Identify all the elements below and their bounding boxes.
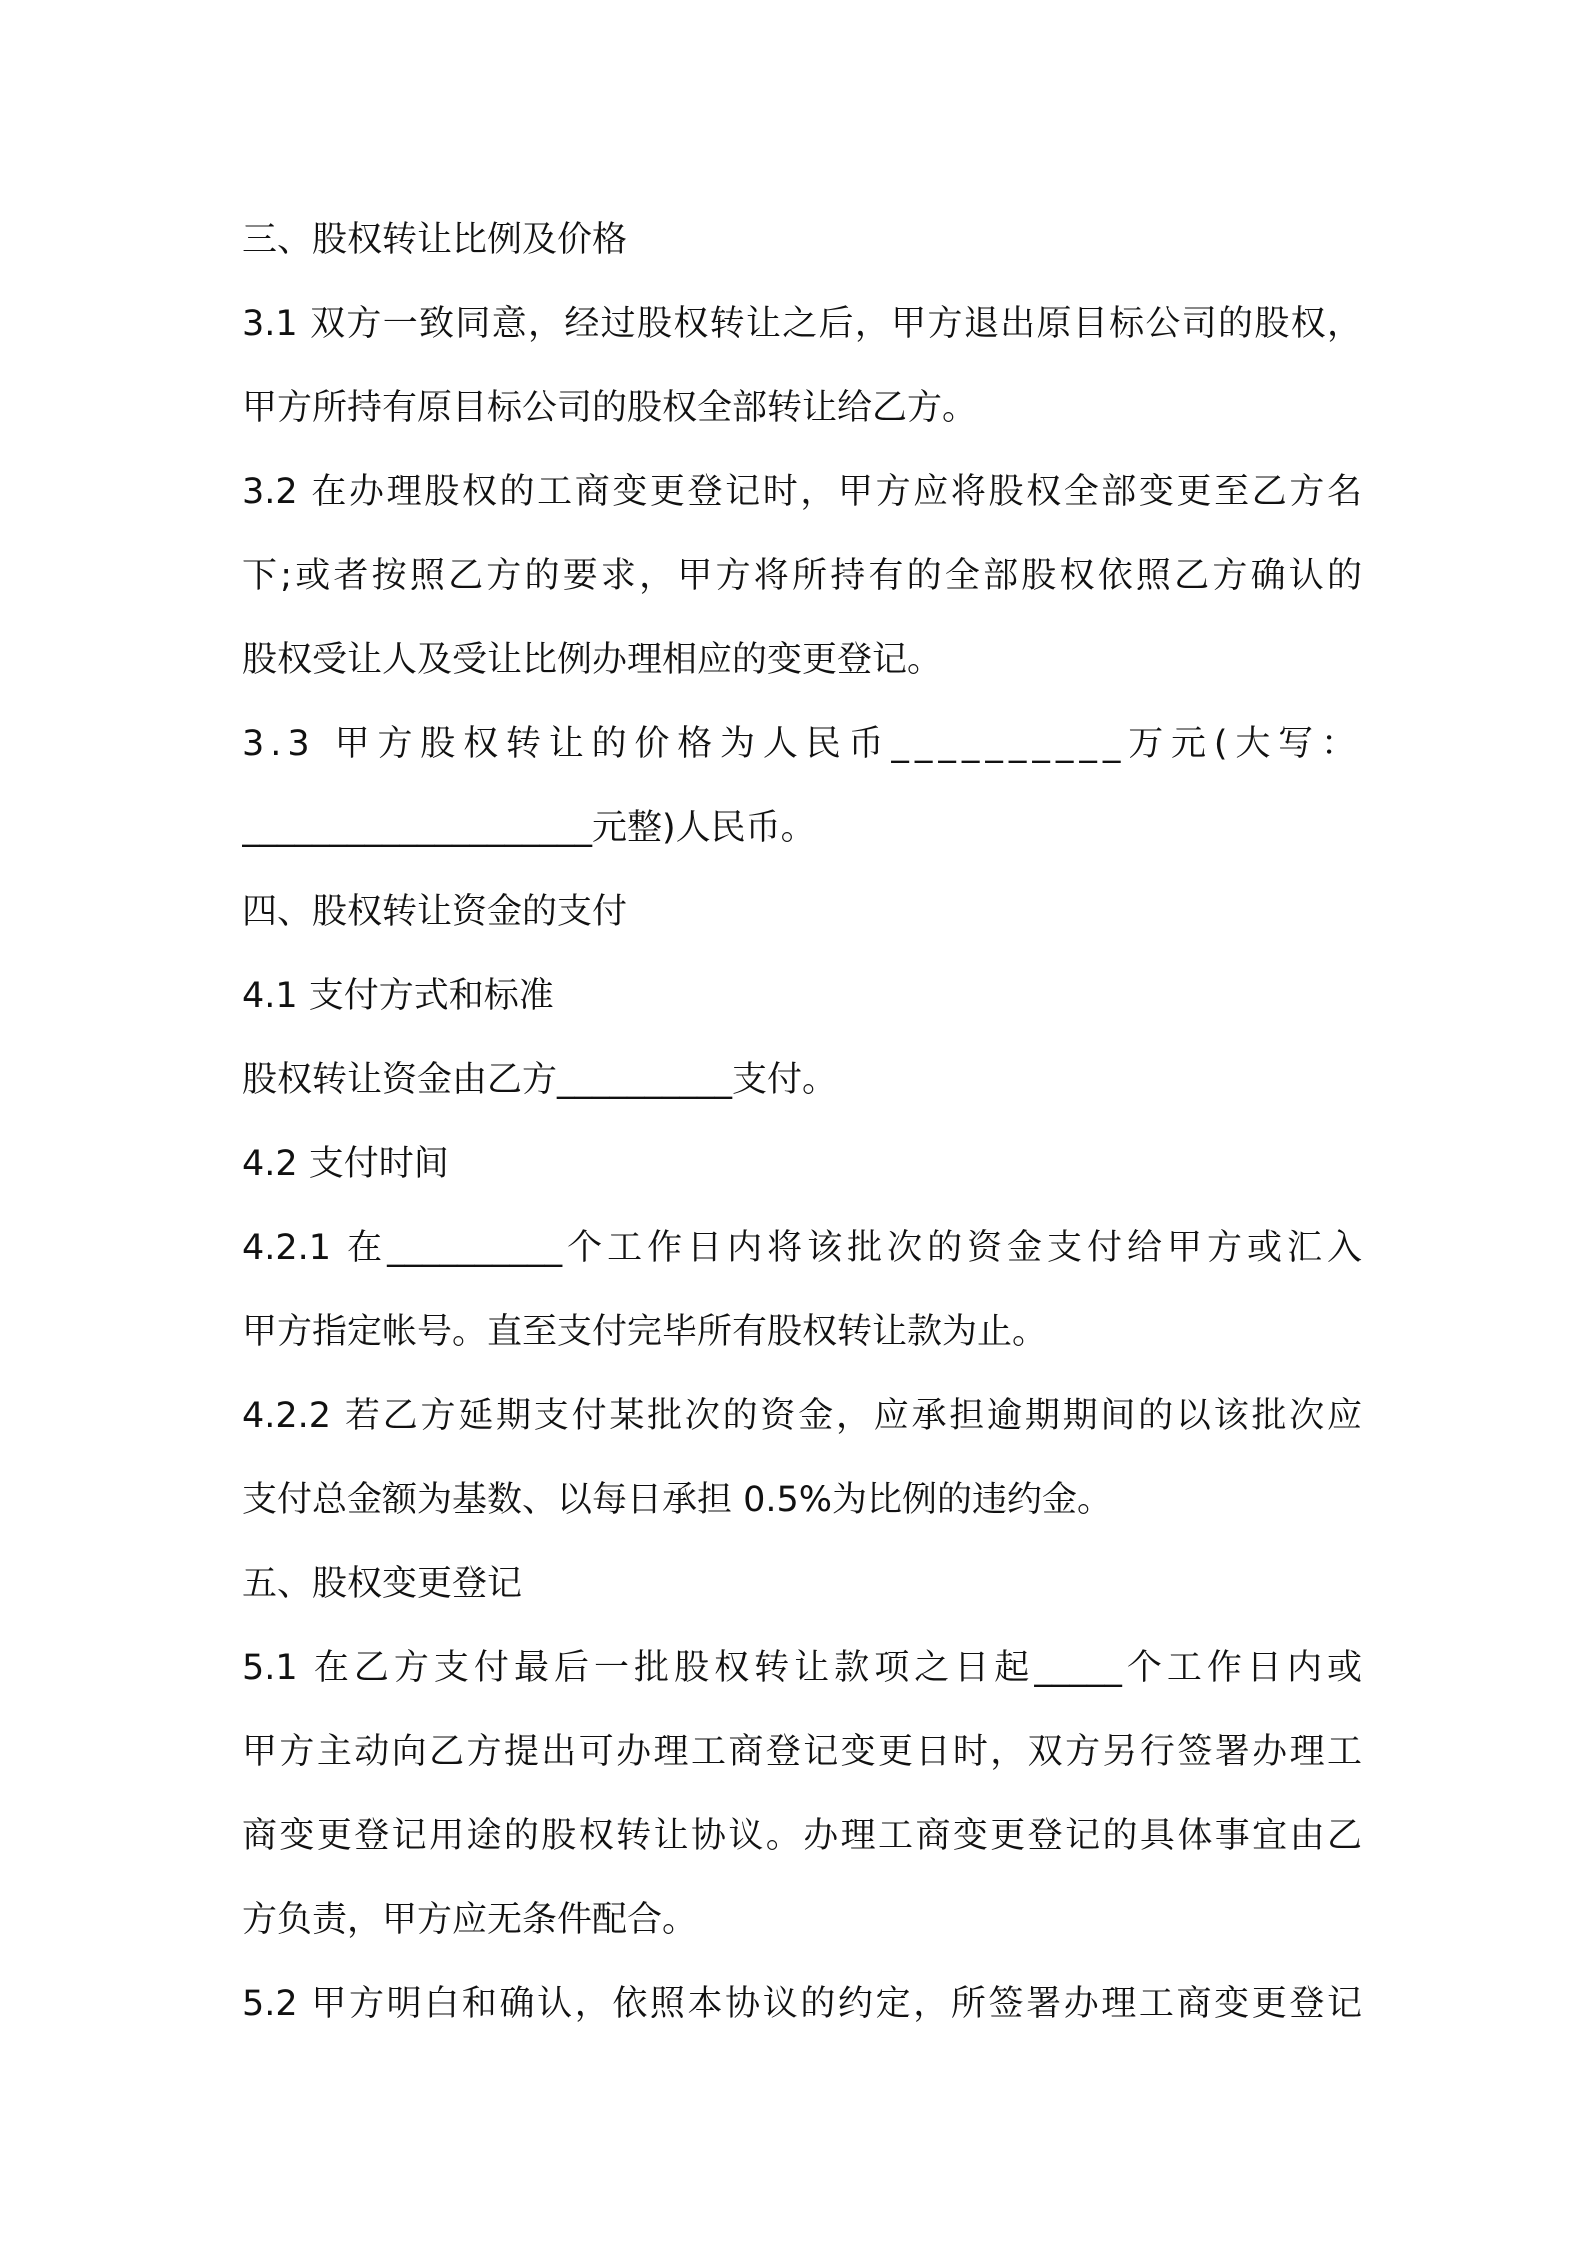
section-heading-4: 四、股权转让资金的支付: [242, 892, 628, 932]
clause-4-2-2-line-2: 支付总金额为基数、以每日承担 0.5%为比例的违约金。: [242, 1480, 1113, 1520]
clause-4-1-title: 4.1 支付方式和标准: [242, 976, 554, 1016]
clause-3-2-line-1: 3.2 在办理股权的工商变更登记时，甲方应将股权全部变更至乙方名: [242, 472, 1362, 512]
clause-3-2-line-3: 股权受让人及受让比例办理相应的变更登记。: [242, 640, 943, 680]
clause-3-3-line-2: ____________________元整)人民币。: [242, 808, 816, 848]
section-heading-3: 三、股权转让比例及价格: [242, 220, 628, 260]
clause-4-2-title: 4.2 支付时间: [242, 1144, 449, 1184]
clause-3-2-line-2: 下;或者按照乙方的要求，甲方将所持有的全部股权依照乙方确认的: [242, 556, 1362, 596]
clause-5-2-line-1: 5.2 甲方明白和确认，依照本协议的约定，所签署办理工商变更登记: [242, 1984, 1362, 2024]
clause-5-1-line-4: 方负责，甲方应无条件配合。: [242, 1900, 698, 1940]
section-heading-5: 五、股权变更登记: [242, 1564, 523, 1604]
clause-5-1-line-2: 甲方主动向乙方提出可办理工商登记变更日时，双方另行签署办理工: [242, 1732, 1362, 1772]
clause-5-1-line-1: 5.1 在乙方支付最后一批股权转让款项之日起_____个工作日内或: [242, 1648, 1362, 1688]
clause-4-2-2-line-1: 4.2.2 若乙方延期支付某批次的资金，应承担逾期期间的以该批次应: [242, 1396, 1362, 1436]
clause-5-1-line-3: 商变更登记用途的股权转让协议。办理工商变更登记的具体事宜由乙: [242, 1816, 1362, 1856]
clause-3-1-line-2: 甲方所持有原目标公司的股权全部转让给乙方。: [242, 388, 978, 428]
clause-4-2-1-line-2: 甲方指定帐号。直至支付完毕所有股权转让款为止。: [242, 1312, 1048, 1352]
document-body: [242, 198, 1362, 2046]
clause-3-3-line-1: 3.3 甲方股权转让的价格为人民币__________万元(大写：: [242, 724, 1362, 764]
clause-4-1-body: 股权转让资金由乙方__________支付。: [242, 1060, 838, 1100]
clause-4-2-1-line-1: 4.2.1 在__________个工作日内将该批次的资金支付给甲方或汇入: [242, 1228, 1362, 1268]
clause-3-1-line-1: 3.1 双方一致同意，经过股权转让之后，甲方退出原目标公司的股权，: [242, 304, 1362, 344]
